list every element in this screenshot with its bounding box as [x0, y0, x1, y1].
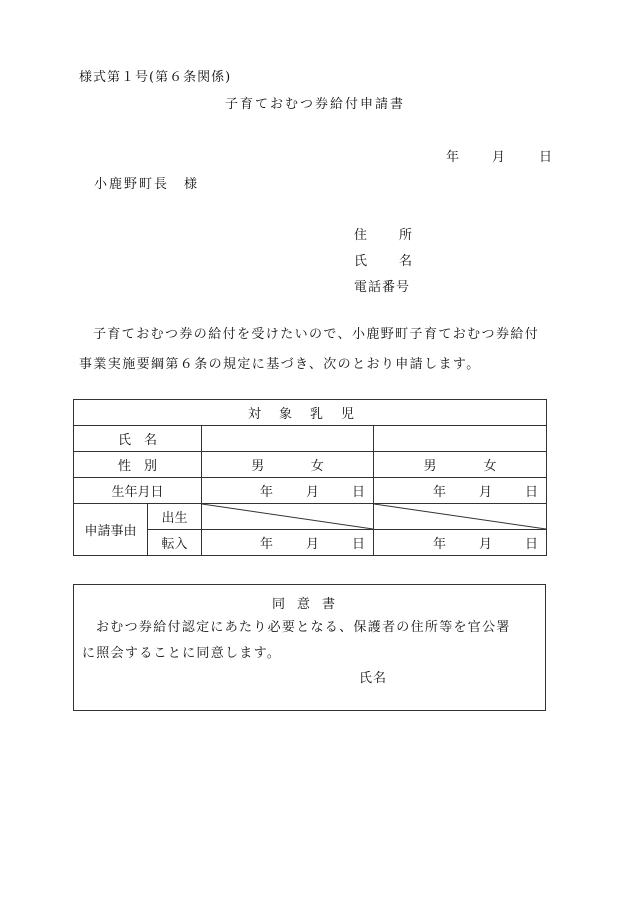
infant-2-birth-cell: [374, 504, 547, 530]
applicant-address-label: [354, 224, 412, 243]
body-line-1: 子育ておむつ券の給付を受けたいので、小鹿野町子育ておむつ券給付: [93, 327, 540, 342]
day-label: 日: [525, 485, 539, 500]
female-option[interactable]: 女: [483, 459, 497, 474]
consent-box: [73, 584, 546, 711]
infant-2-birthdate-cell[interactable]: [374, 478, 547, 504]
date-month-label: 月: [492, 150, 507, 165]
infant-2-sex-cell[interactable]: [374, 452, 547, 478]
date-day-label: 日: [539, 150, 554, 165]
sex-row-label: 性 別: [74, 452, 202, 478]
day-label: 日: [351, 485, 365, 500]
body-line-2: 事業実施要綱第６条の規定に基づき、次のとおり申請します。: [79, 357, 481, 372]
reason-birth-label: 出生: [148, 504, 202, 530]
reason-movein-label: 転入: [148, 530, 202, 556]
month-label: 月: [479, 485, 493, 500]
month-label: 月: [305, 485, 319, 500]
day-label: 日: [351, 537, 365, 552]
year-label: 年: [259, 537, 273, 552]
birthdate-row-label: 生年月日: [74, 478, 202, 504]
reason-label: 申請事由: [74, 504, 148, 556]
infant-1-birth-cell: [202, 504, 374, 530]
infant-table-header: 対象乳児: [74, 400, 547, 426]
infant-2-name-cell[interactable]: [374, 426, 547, 452]
infant-1-sex-cell[interactable]: [202, 452, 374, 478]
day-label: 日: [525, 537, 539, 552]
year-label: 年: [433, 537, 447, 552]
year-label: 年: [433, 485, 447, 500]
name-row-label: 氏 名: [74, 426, 202, 452]
consent-line-1: おむつ券給付認定にあたり必要となる、保護者の住所等を官公署: [96, 620, 511, 635]
body-paragraph: [79, 320, 549, 380]
infant-2-movein-cell[interactable]: [374, 530, 547, 556]
month-label: 月: [479, 537, 493, 552]
date-year-label: 年: [446, 150, 461, 165]
diagonal-line: [374, 504, 546, 529]
consent-title: 同意書: [271, 597, 347, 612]
consent-signature-label: 氏名: [359, 671, 388, 686]
applicant-name-label-a: 氏: [354, 254, 368, 269]
female-option[interactable]: 女: [310, 459, 324, 474]
applicant-address-label-a: 住: [354, 228, 368, 243]
infant-1-movein-cell[interactable]: [202, 530, 374, 556]
addressee: 小鹿野町長 様: [94, 177, 200, 192]
document-title: 子育ておむつ券給付申請書: [224, 97, 405, 112]
infant-table: [73, 399, 547, 556]
male-option[interactable]: 男: [423, 459, 437, 474]
applicant-address-label-b: 所: [398, 228, 412, 243]
form-number: 様式第１号(第６条関係): [79, 70, 232, 85]
applicant-phone-label: 電話番号: [354, 280, 411, 295]
applicant-name-label: [354, 250, 412, 269]
month-label: 月: [305, 537, 319, 552]
consent-text: [82, 615, 540, 667]
applicant-name-label-b: 名: [398, 254, 412, 269]
diagonal-line: [202, 504, 373, 529]
infant-1-birthdate-cell[interactable]: [202, 478, 374, 504]
year-label: 年: [259, 485, 273, 500]
male-option[interactable]: 男: [251, 459, 265, 474]
consent-line-2: に照会することに同意します。: [82, 646, 282, 661]
infant-1-name-cell[interactable]: [202, 426, 374, 452]
